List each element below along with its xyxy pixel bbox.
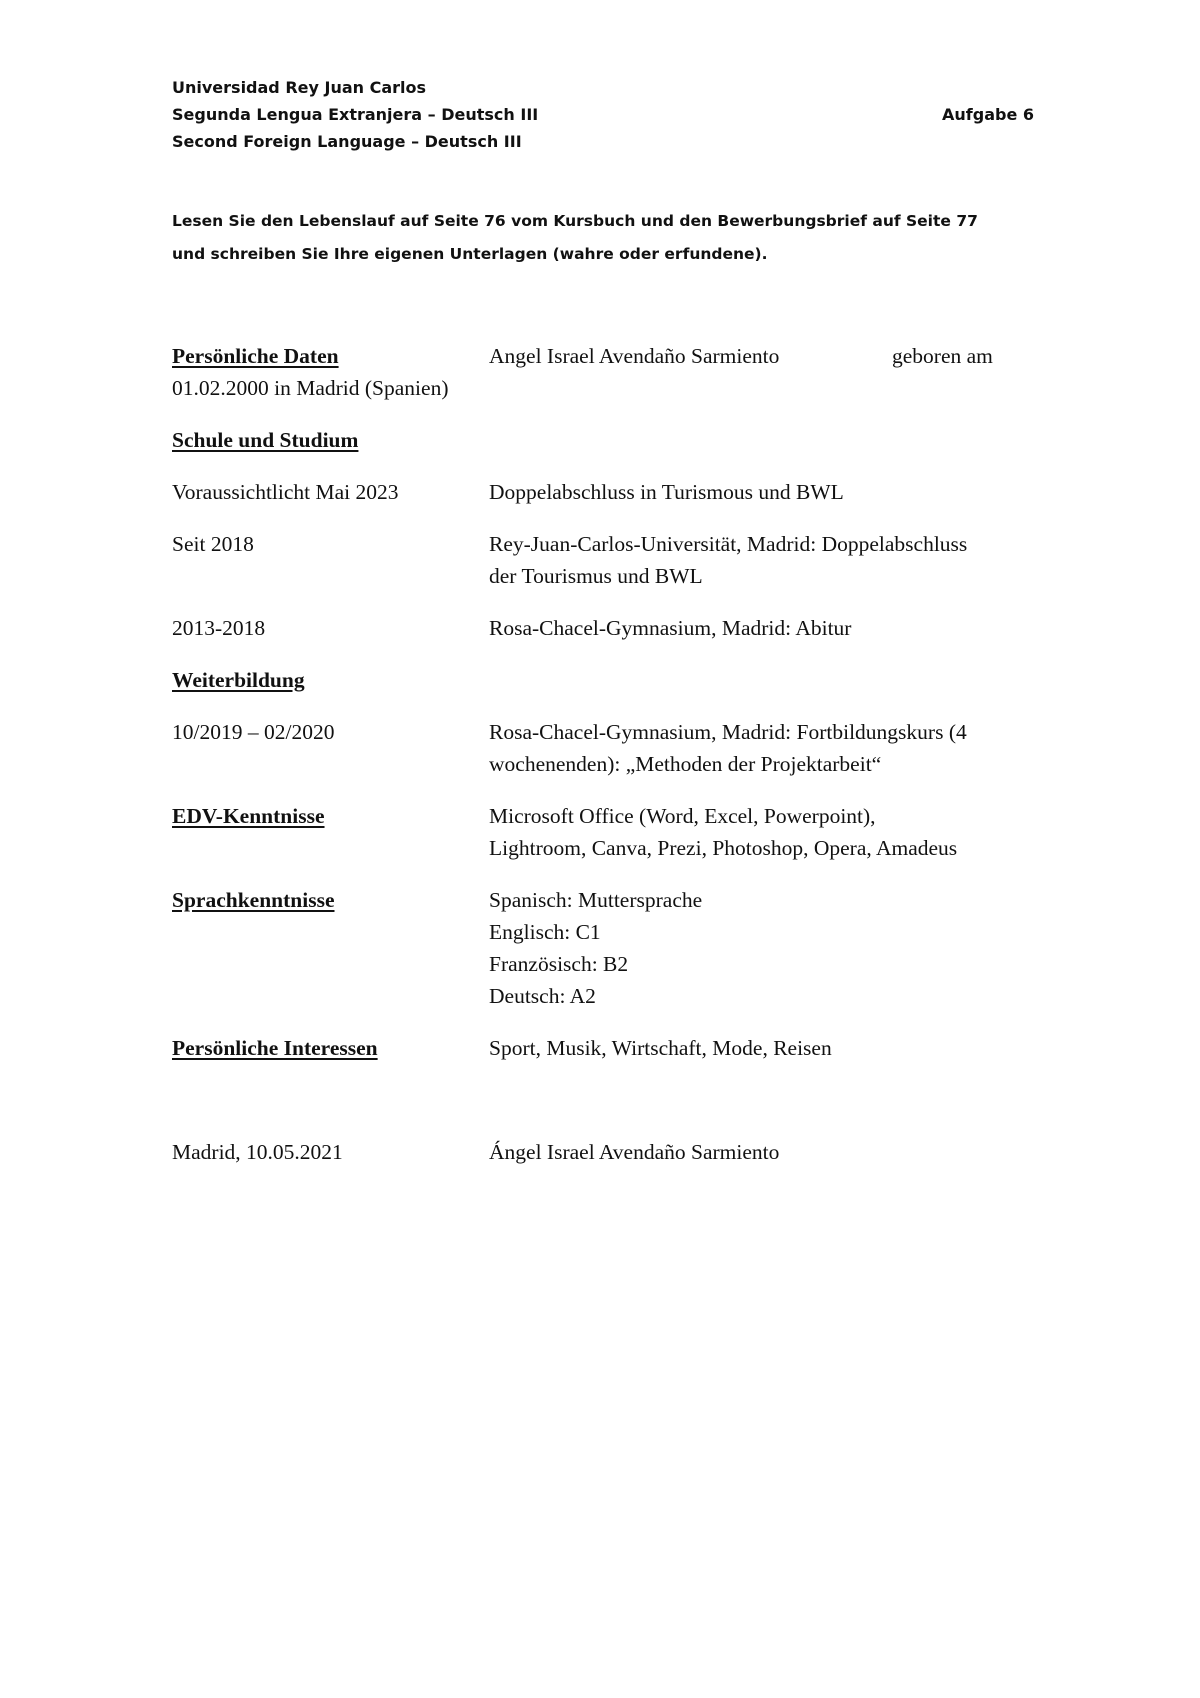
language-german: Deutsch: A2	[489, 984, 596, 1008]
training-date-1: 10/2019 – 02/2020	[172, 720, 335, 744]
education-detail-2-line-1: Rey-Juan-Carlos-Universität, Madrid: Doppelabschluss	[489, 532, 968, 556]
training-detail-1	[489, 716, 967, 780]
training-detail-1-line-2: wochenenden): „Methoden der Projektarbeit“	[489, 752, 882, 776]
education-date-2: Seit 2018	[172, 532, 254, 556]
education-detail-1: Doppelabschluss in Turismous und BWL	[489, 480, 844, 504]
task-label: Aufgabe 6	[942, 105, 1034, 124]
language-english: Englisch: C1	[489, 920, 601, 944]
language-french: Französisch: B2	[489, 952, 629, 976]
instructions-line-2: und schreiben Sie Ihre eigenen Unterlagen (wahre oder erfundene).	[172, 245, 768, 263]
it-skills-line-1: Microsoft Office (Word, Excel, Powerpoint),	[489, 804, 876, 828]
personal-data-heading: Persönliche Daten	[172, 344, 339, 368]
course-title-spanish: Segunda Lengua Extranjera – Deutsch III	[172, 105, 539, 124]
course-title-english: Second Foreign Language – Deutsch III	[172, 132, 522, 151]
university-name: Universidad Rey Juan Carlos	[172, 78, 427, 97]
it-skills-heading: EDV-Kenntnisse	[172, 804, 325, 828]
languages-heading: Sprachkenntnisse	[172, 888, 335, 912]
education-detail-2-line-2: der Tourismus und BWL	[489, 564, 703, 588]
birth-details: 01.02.2000 in Madrid (Spanien)	[172, 376, 449, 400]
training-detail-1-line-1: Rosa-Chacel-Gymnasium, Madrid: Fortbildungskurs (4	[489, 720, 967, 744]
signature-place-date: Madrid, 10.05.2021	[172, 1140, 343, 1164]
education-heading: Schule und Studium	[172, 428, 359, 452]
signature-name: Ángel Israel Avendaño Sarmiento	[489, 1140, 780, 1164]
born-label: geboren am	[892, 344, 993, 368]
it-skills-list	[489, 800, 957, 864]
education-detail-3: Rosa-Chacel-Gymnasium, Madrid: Abitur	[489, 616, 852, 640]
languages-list	[489, 884, 702, 1012]
education-detail-2	[489, 528, 967, 592]
training-heading: Weiterbildung	[172, 668, 305, 692]
interests-heading: Persönliche Interessen	[172, 1036, 378, 1060]
task-instructions	[172, 205, 1052, 271]
applicant-name: Angel Israel Avendaño Sarmiento	[489, 344, 780, 368]
interests-list: Sport, Musik, Wirtschaft, Mode, Reisen	[489, 1036, 832, 1060]
instructions-line-1: Lesen Sie den Lebenslauf auf Seite 76 vom Kursbuch und den Bewerbungsbrief auf Seite 77	[172, 212, 978, 230]
education-date-1: Voraussichtlicht Mai 2023	[172, 480, 399, 504]
language-spanish: Spanisch: Muttersprache	[489, 888, 703, 912]
education-date-3: 2013-2018	[172, 616, 266, 640]
document-header	[172, 74, 1034, 155]
it-skills-line-2: Lightroom, Canva, Prezi, Photoshop, Opera, Amadeus	[489, 836, 958, 860]
